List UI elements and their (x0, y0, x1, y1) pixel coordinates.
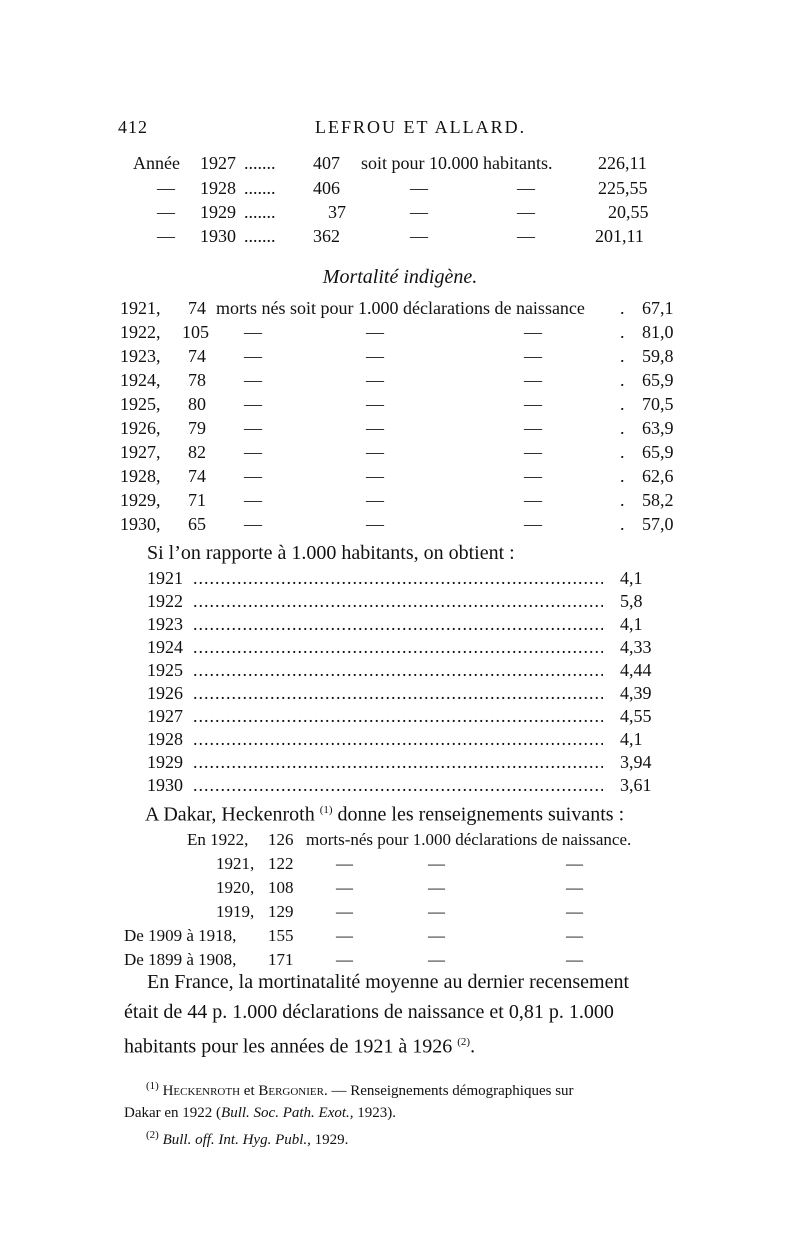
row-year: 1927 (200, 153, 236, 173)
paragraph-line: En France, la mortinatalité moyenne au dernier recensement (147, 971, 630, 993)
row-year: 1930 (147, 775, 183, 795)
row-value: 3,61 (620, 775, 652, 795)
ditto-mark: — (244, 490, 262, 510)
ditto-mark: — (524, 514, 542, 534)
footnote-text: Dakar en 1922 ( (124, 1105, 222, 1121)
ditto-mark: — (524, 322, 542, 342)
row-year: 1929, (120, 490, 161, 510)
row-count: 71 (188, 490, 206, 510)
row-count: 74 (188, 298, 206, 318)
row-dot: . (620, 418, 625, 438)
ditto-mark: — (366, 370, 384, 390)
paragraph-per-thousand: Si l’on rapporte à 1.000 habitants, on obtient : (147, 542, 515, 564)
ditto-mark: — (366, 514, 384, 534)
row-count: 78 (188, 370, 206, 390)
running-title: LEFROU ET ALLARD. (315, 117, 527, 137)
row-period: 1919, (216, 902, 255, 921)
row-rate: 201,11 (595, 226, 644, 246)
ditto-mark: — (517, 178, 535, 198)
footnote-ref: (1) (319, 804, 333, 816)
row-count: 108 (268, 878, 294, 897)
row-value: 406 (313, 178, 340, 198)
ditto-mark: — (524, 490, 542, 510)
ditto-mark: — (566, 926, 583, 945)
row-count: 79 (188, 418, 206, 438)
footnote-journal: Bull. Soc. Path. Exot., (221, 1105, 354, 1121)
footnote-author: Heckenroth (162, 1083, 241, 1099)
ditto-mark: — (336, 926, 353, 945)
ditto-mark: — (244, 418, 262, 438)
leader-dots (193, 751, 603, 773)
row-year: 1928 (200, 178, 236, 198)
leader-dots (193, 682, 603, 704)
row-value: 37 (328, 202, 346, 222)
row-value: 58,2 (642, 490, 674, 510)
ditto-mark: — (336, 878, 353, 897)
ditto-mark: — (428, 926, 445, 945)
row-dots: ....... (244, 226, 276, 246)
ditto-mark: — (566, 950, 583, 969)
row-year: 1922 (147, 591, 183, 611)
footnotes (124, 1075, 684, 1151)
row-value: 4,33 (620, 637, 652, 657)
ditto-mark: — (244, 346, 262, 366)
row-value: 59,8 (642, 346, 674, 366)
row-value: 70,5 (642, 394, 674, 414)
ditto-mark: — (428, 854, 445, 873)
ditto-mark: — (517, 226, 535, 246)
leader-dots (193, 567, 603, 589)
row-dot: . (620, 370, 625, 390)
ditto-mark: — (524, 346, 542, 366)
ditto-mark: — (366, 442, 384, 462)
footnote-ref: (2) (457, 1036, 471, 1048)
row-year: 1924 (147, 637, 183, 657)
ditto-mark: — (524, 418, 542, 438)
row-value: 3,94 (620, 752, 652, 772)
footnote-mark: (1) (146, 1080, 159, 1092)
row-dots: ....... (244, 178, 276, 198)
row-year: 1929 (147, 752, 183, 772)
leader-dots (193, 728, 603, 750)
paragraph-text: . (470, 1035, 476, 1058)
row-value: 62,6 (642, 466, 674, 486)
row-value: 65,9 (642, 370, 674, 390)
paragraph-text: donne les renseignements suivants : (337, 803, 625, 826)
row-year: 1924, (120, 370, 161, 390)
row-year: 1921 (147, 568, 183, 588)
footnote-text: et (243, 1083, 255, 1099)
row-year: 1926, (120, 418, 161, 438)
row-count: 129 (268, 902, 294, 921)
row-dot: . (620, 514, 625, 534)
leader-dots (193, 659, 603, 681)
footnote-1-continued (124, 1102, 684, 1124)
row-dot: . (620, 442, 625, 462)
ditto-mark: — (366, 322, 384, 342)
ditto-mark: — (336, 950, 353, 969)
ditto-mark: — (366, 490, 384, 510)
row-label: — (157, 226, 175, 246)
row-year: 1927, (120, 442, 161, 462)
row-year: 1923, (120, 346, 161, 366)
row-rate: 226,11 (598, 153, 647, 173)
ditto-mark: — (244, 370, 262, 390)
row-value: 407 (313, 153, 340, 173)
row-value: 65,9 (642, 442, 674, 462)
row-dot: . (620, 298, 625, 318)
footnote-journal: Bull. off. Int. Hyg. Publ., (162, 1132, 311, 1148)
row-label: — (157, 178, 175, 198)
running-head (0, 117, 800, 141)
row-value: 4,1 (620, 729, 643, 749)
ditto-mark: — (244, 514, 262, 534)
paragraph-france (124, 967, 684, 1062)
row-dot: . (620, 346, 625, 366)
ditto-mark: — (428, 950, 445, 969)
ditto-mark: — (244, 322, 262, 342)
row-value: 57,0 (642, 514, 674, 534)
footnote-text: 1929. (314, 1132, 349, 1148)
row-period: De 1909 à 1918, (124, 926, 237, 945)
row-year: 1930, (120, 514, 161, 534)
paragraph-line: était de 44 p. 1.000 déclarations de naissance et 0,81 p. 1.000 (124, 1001, 614, 1023)
row-count: 105 (182, 322, 209, 342)
ditto-mark: — (410, 178, 428, 198)
row-year: 1930 (200, 226, 236, 246)
row-value: 4,1 (620, 568, 643, 588)
row-year: 1925, (120, 394, 161, 414)
footnote-author: Bergonier. (258, 1083, 328, 1099)
row-dot: . (620, 322, 625, 342)
footnote-mark: (2) (146, 1129, 159, 1141)
ditto-mark: — (517, 202, 535, 222)
leader-dots (193, 590, 603, 612)
ditto-mark: — (524, 442, 542, 462)
row-value: 4,1 (620, 614, 643, 634)
footnote-text: — Renseignements démographiques sur (331, 1083, 574, 1099)
row-dots: ....... (244, 153, 276, 173)
ditto-mark: — (428, 878, 445, 897)
row-year: 1921, (120, 298, 161, 318)
row-count: 65 (188, 514, 206, 534)
paragraph-dakar (145, 795, 624, 830)
row-year: 1928 (147, 729, 183, 749)
row-dot: . (620, 490, 625, 510)
ditto-mark: — (366, 346, 384, 366)
ditto-mark: — (566, 878, 583, 897)
row-period: En 1922, (187, 830, 249, 849)
row-value: 81,0 (642, 322, 674, 342)
row-count: 80 (188, 394, 206, 414)
ditto-mark: — (566, 902, 583, 921)
ditto-mark: — (244, 442, 262, 462)
row-value: 4,44 (620, 660, 652, 680)
row-period: 1920, (216, 878, 255, 897)
paragraph-text: A Dakar, Heckenroth (145, 803, 315, 826)
row-count: 122 (268, 854, 294, 873)
ditto-mark: — (366, 418, 384, 438)
row-count: 74 (188, 466, 206, 486)
footnote-text: 1923). (357, 1105, 397, 1121)
row-dots: ....... (244, 202, 276, 222)
row-period: De 1899 à 1908, (124, 950, 237, 969)
row-value: 63,9 (642, 418, 674, 438)
row-label: Année (133, 153, 180, 173)
leader-dots (193, 636, 603, 658)
row-value: 4,39 (620, 683, 652, 703)
row-count: 74 (188, 346, 206, 366)
leader-dots (193, 774, 603, 796)
page-number: 412 (118, 117, 148, 137)
row-text: morts nés soit pour 1.000 déclarations de naissance (216, 298, 585, 318)
ditto-mark: — (524, 394, 542, 414)
footnote-1 (124, 1075, 684, 1102)
section-title: Mortalité indigène. (322, 266, 478, 288)
ditto-mark: — (566, 854, 583, 873)
row-count: 171 (268, 950, 294, 969)
row-year: 1929 (200, 202, 236, 222)
ditto-mark: — (410, 226, 428, 246)
row-count: 155 (268, 926, 294, 945)
row-value: 5,8 (620, 591, 643, 611)
ditto-mark: — (524, 370, 542, 390)
paragraph-text: habitants pour les années de 1921 à 1926 (124, 1035, 453, 1058)
row-year: 1928, (120, 466, 161, 486)
ditto-mark: — (336, 854, 353, 873)
row-year: 1922, (120, 322, 161, 342)
ditto-mark: — (366, 466, 384, 486)
row-label: — (157, 202, 175, 222)
row-value: 67,1 (642, 298, 674, 318)
ditto-mark: — (336, 902, 353, 921)
row-rate: 20,55 (608, 202, 649, 222)
row-rate: 225,55 (598, 178, 648, 198)
ditto-mark: — (244, 394, 262, 414)
row-count: 82 (188, 442, 206, 462)
row-period: 1921, (216, 854, 255, 873)
ditto-mark: — (428, 902, 445, 921)
row-text: morts-nés pour 1.000 déclarations de naissance. (306, 830, 632, 849)
row-count: 126 (268, 830, 294, 849)
row-dot: . (620, 466, 625, 486)
footnote-2 (124, 1124, 684, 1151)
ditto-mark: — (410, 202, 428, 222)
row-year: 1925 (147, 660, 183, 680)
ditto-mark: — (244, 466, 262, 486)
row-text: soit pour 10.000 habitants. (361, 153, 553, 173)
row-value: 362 (313, 226, 340, 246)
paragraph-line (124, 1027, 684, 1062)
ditto-mark: — (366, 394, 384, 414)
row-dot: . (620, 394, 625, 414)
row-year: 1923 (147, 614, 183, 634)
ditto-mark: — (524, 466, 542, 486)
row-value: 4,55 (620, 706, 652, 726)
row-year: 1927 (147, 706, 183, 726)
leader-dots (193, 705, 603, 727)
row-year: 1926 (147, 683, 183, 703)
leader-dots (193, 613, 603, 635)
